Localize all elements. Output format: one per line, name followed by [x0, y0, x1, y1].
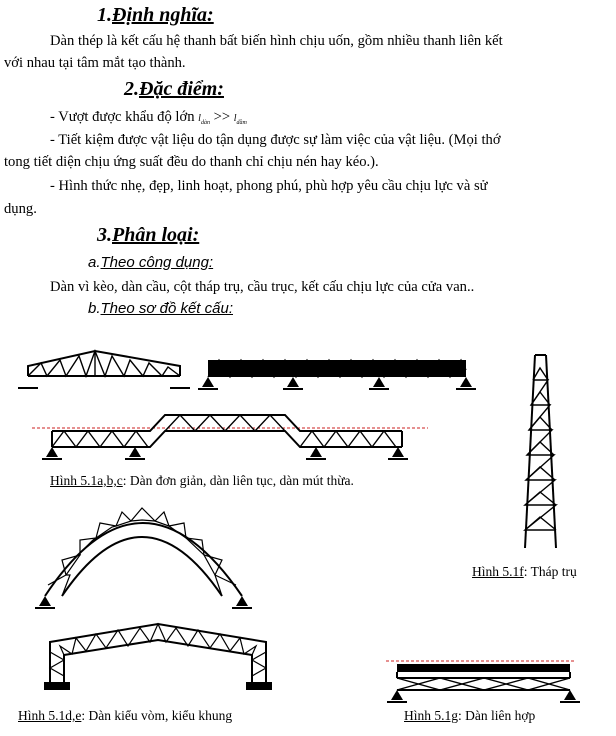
- caption-fig-g: Hình 5.1g: Dàn liên hợp: [404, 708, 536, 723]
- subheading-by-structure: b.Theo sơ đồ kết cấu:: [88, 300, 233, 317]
- caption-fig-abc: Hình 5.1a,b,c: Dàn đơn giản, dàn liên tục, dàn mút thừa.: [50, 473, 354, 488]
- arch-truss-diagram: [35, 508, 252, 608]
- l-dan-symbol: $l_{dàn}$: [198, 113, 210, 126]
- l-dam-symbol: $l_{dầm}$: [233, 113, 247, 126]
- heading-definition: 1.Định nghĩa:: [97, 4, 214, 26]
- feature-bullet-1: - Vượt được khẩu độ lớn $l_{dàn} >> l_{dầm}$: [50, 109, 247, 126]
- feature-bullet-2-line-2: tong tiết diện chịu ứng suất đều do thanh chỉ chịu nén hay kéo.).: [4, 154, 379, 170]
- definition-line-2: với nhau tại tâm mắt tạo thành.: [4, 55, 186, 71]
- frame-truss-diagram: [44, 624, 272, 690]
- simple-truss-diagram: [18, 351, 190, 388]
- tower-truss-diagram: [525, 355, 556, 548]
- definition-line-1: Dàn thép là kết cấu hệ thanh bất biến hình chịu uốn, gồm nhiều thanh liên kết: [50, 33, 503, 49]
- cantilever-truss-diagram: [42, 415, 408, 459]
- composite-truss-diagram: [387, 664, 580, 702]
- by-use-body: Dàn vì kèo, dàn cầu, cột tháp trụ, cầu trục, kết cấu chịu lực của cửa van..: [50, 279, 475, 295]
- feature-bullet-3-line-1: - Hình thức nhẹ, đẹp, linh hoạt, phong phú, phù hợp yêu cầu chịu lực và sử: [50, 178, 488, 194]
- continuous-truss-diagram: [198, 360, 476, 389]
- caption-fig-de: Hình 5.1d,e: Dàn kiểu vòm, kiểu khung: [18, 708, 233, 723]
- feature-bullet-2-line-1: - Tiết kiệm được vật liệu do tận dụng được sự làm việc của vật liệu. (Mọi thớ: [50, 132, 501, 148]
- heading-features: 2.Đặc điểm:: [124, 78, 224, 100]
- heading-classification: 3.Phân loại:: [97, 224, 200, 246]
- feature-bullet-3-line-2: dụng.: [4, 201, 37, 217]
- caption-fig-f: Hình 5.1f: Tháp trụ: [472, 564, 577, 579]
- subheading-by-use: a.Theo công dụng:: [88, 254, 214, 271]
